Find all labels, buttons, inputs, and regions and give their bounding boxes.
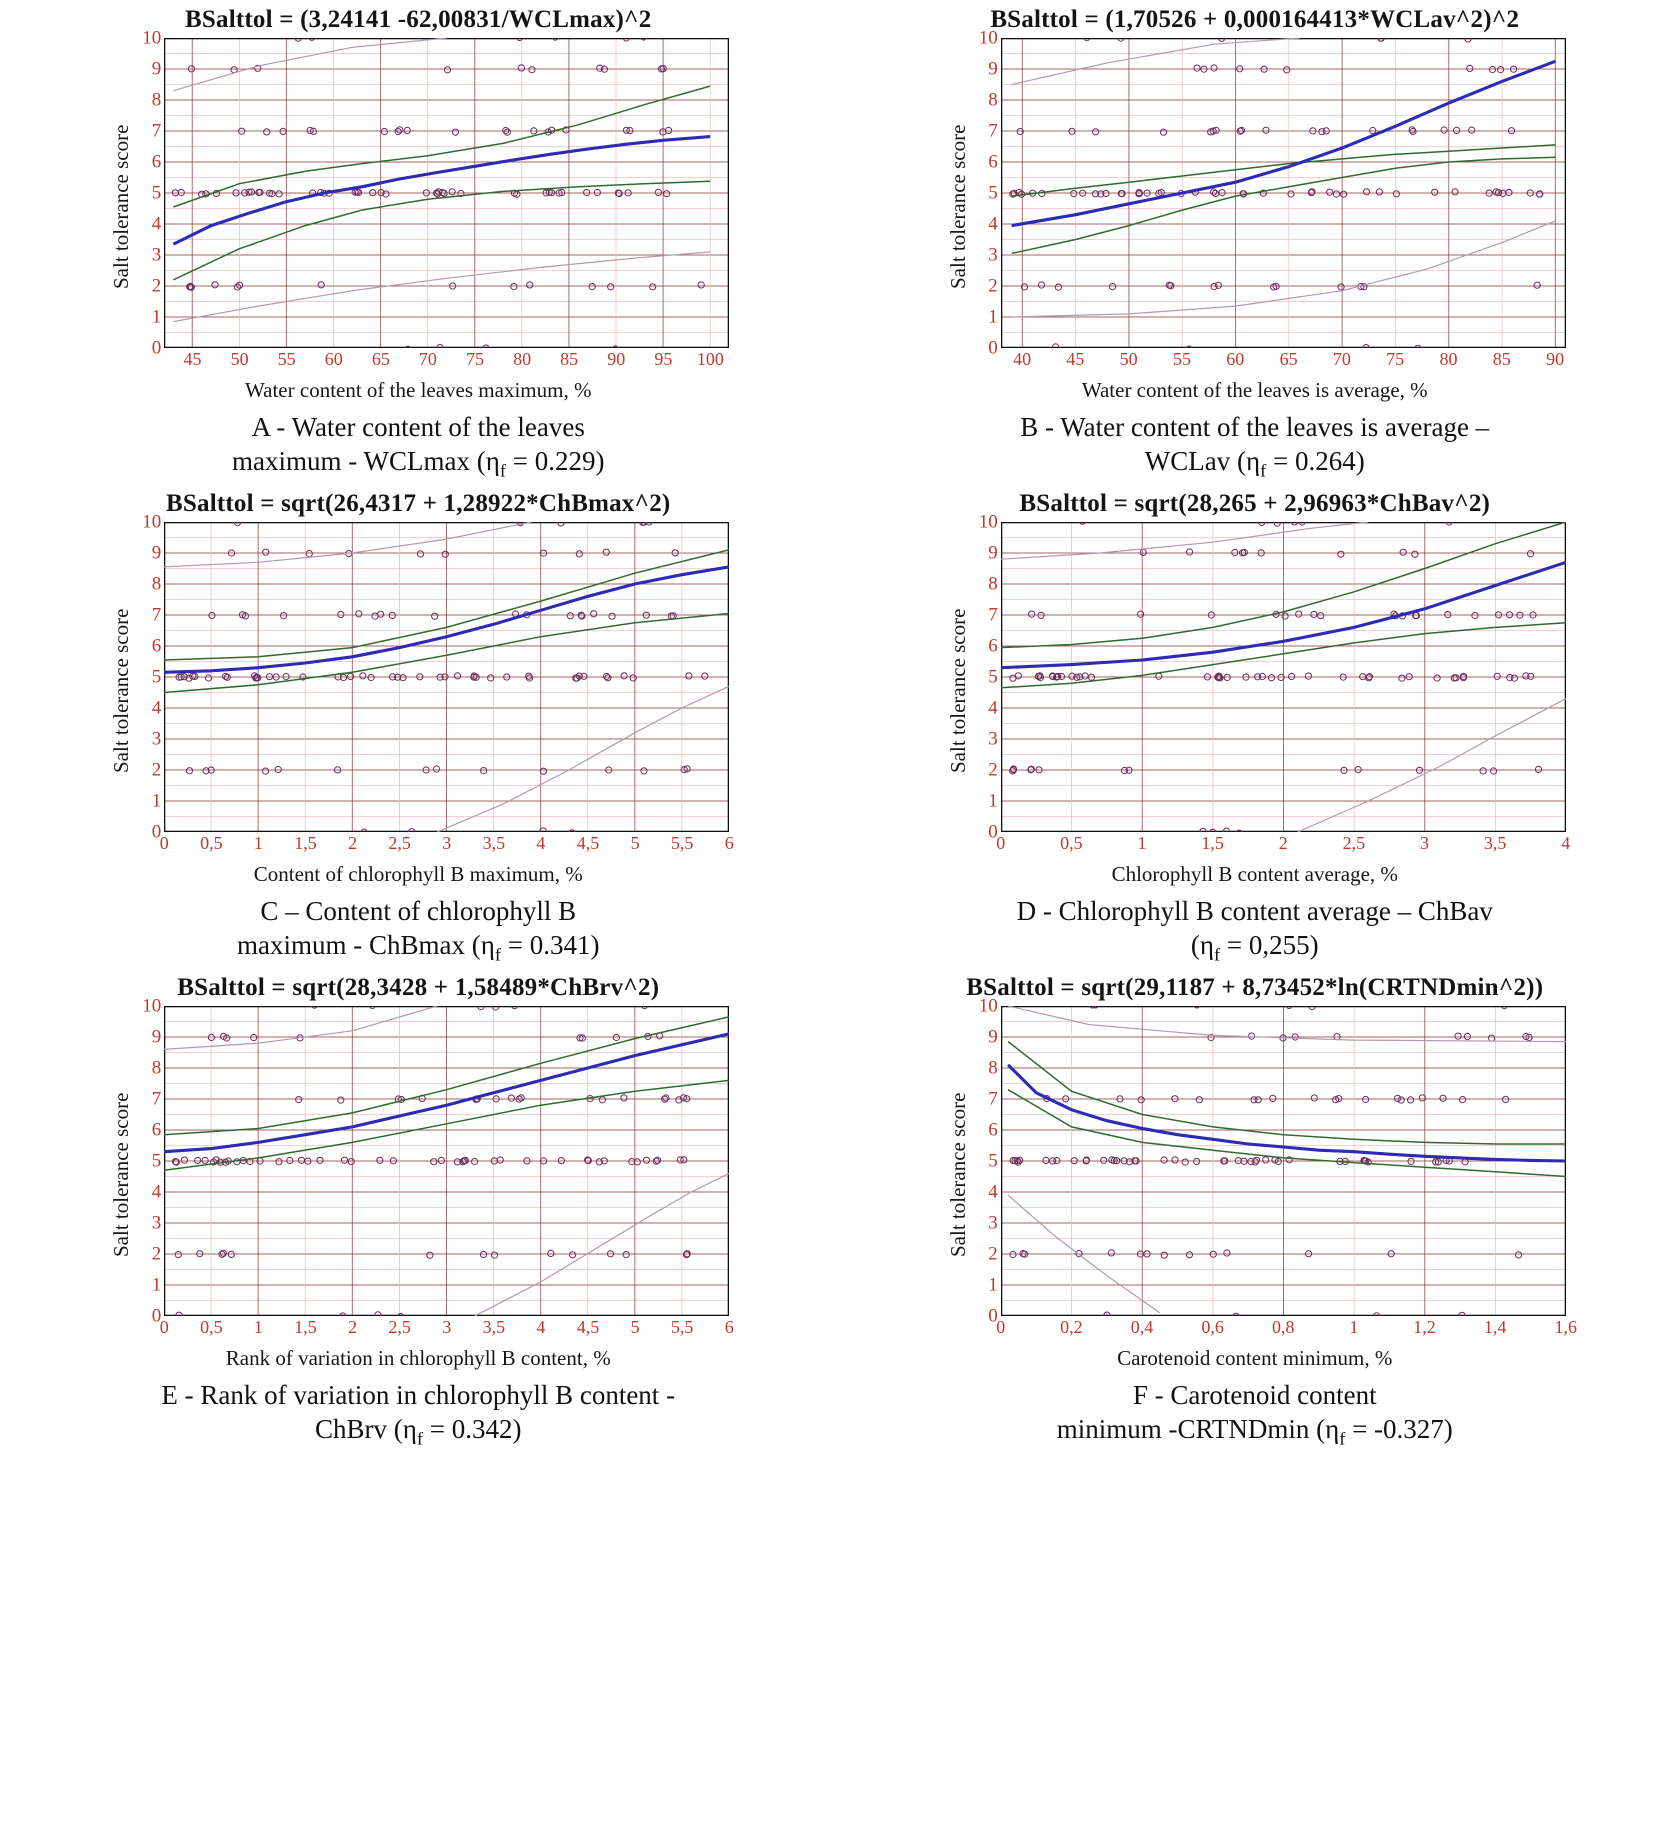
caption-e-line2-pre: ChBrv (η [315,1413,417,1444]
x-tick-label: 55 [1172,349,1191,369]
y-tick-label: 1 [151,1274,162,1296]
y-tick-label: 4 [151,697,162,719]
x-tick-label: 4,5 [576,1317,600,1338]
y-tick-label: 3 [988,244,998,266]
x-tick-label: 1,4 [1483,1317,1507,1338]
y-tick-label: 8 [988,573,998,595]
y-tick-label: 0 [988,821,998,843]
caption-a-line1: A - Water content of the leaves [251,412,585,442]
x-tick-label: 70 [1332,349,1351,369]
x-axis-label-b: Water content of the leaves is average, % [1081,378,1428,402]
caption-e-line2-post: = 0.342) [423,1413,522,1444]
x-tick-label: 0 [996,833,1006,854]
panel-b [837,0,1673,484]
panel-e [0,968,837,1371]
x-tick-label: 1 [253,1317,263,1338]
x-tick-label: 3,5 [482,833,506,854]
y-tick-label: 9 [988,1026,998,1048]
x-tick-label: 3 [442,833,452,854]
y-tick-label: 10 [142,511,162,533]
caption-e-line1: E - Rank of variation in chlorophyll B content - [161,1380,676,1411]
y-tick-label: 9 [988,58,998,80]
x-tick-label: 3,5 [1483,833,1507,854]
x-tick-label: 90 [607,349,626,369]
x-tick-label: 1,5 [1201,833,1224,854]
x-axis-label-d: Chlorophyll B content average, % [1111,862,1398,887]
caption-a-line2-post: = 0.229) [505,445,605,476]
y-tick-label: 8 [151,573,162,595]
y-tick-label: 1 [151,790,162,812]
y-tick-label: 4 [151,1181,162,1203]
x-tick-label: 60 [1226,349,1245,369]
x-tick-label: 0 [159,1317,169,1338]
y-axis-ticks-e [134,995,164,1327]
y-tick-label: 1 [988,306,998,328]
x-axis-ticks-e [159,1316,734,1344]
x-tick-label: 3 [1420,833,1429,854]
caption-wrap-e [0,1371,837,1452]
y-tick-label: 7 [151,1088,162,1110]
x-tick-label: 2 [348,1317,358,1338]
y-axis-label-e: Salt tolerance score [109,1092,134,1258]
x-tick-label: 4 [536,833,546,854]
y-tick-label: 7 [988,1088,998,1110]
x-tick-label: 5,5 [670,1317,694,1338]
y-tick-label: 7 [151,120,162,142]
equation-title-d: BSalttol = sqrt(28,265 + 2,96963*ChBav^2) [1019,490,1491,518]
y-axis-ticks-d [971,511,1001,843]
y-tick-label: 2 [151,759,162,781]
x-axis-ticks-d [996,832,1571,860]
caption-b-line2-post: = 0.264) [1266,445,1365,476]
y-axis-label-a: Salt tolerance score [109,124,134,290]
y-tick-label: 3 [988,1212,998,1234]
x-tick-label: 100 [696,349,724,369]
x-tick-label: 45 [183,349,202,369]
plot-area-b [944,27,1566,376]
x-tick-label: 3,5 [482,1317,506,1338]
y-axis-ticks-a [134,27,164,359]
y-tick-label: 3 [151,1212,162,1234]
x-tick-label: 2,5 [388,833,411,854]
x-tick-label: 6 [724,1317,734,1338]
caption-c-line1: C – Content of chlorophyll B [260,896,577,927]
x-tick-label: 4 [1561,833,1571,854]
panel-f [837,968,1673,1371]
x-tick-label: 0,2 [1060,1317,1083,1338]
caption-e-sub: f [416,1428,423,1449]
x-axis-label-f: Carotenoid content minimum, % [1117,1346,1393,1371]
y-tick-label: 6 [151,1119,162,1141]
plot-area-f [944,995,1577,1344]
caption-c [237,895,599,966]
x-tick-label: 0,4 [1130,1317,1154,1338]
caption-b-line1: B - Water content of the leaves is average – [1020,412,1490,442]
x-tick-label: 70 [418,349,437,369]
x-axis-ticks-b [1001,348,1566,376]
x-tick-label: 0,5 [200,833,223,854]
equation-title-a: BSalttol = (3,24141 -62,00831/WCLmax)^2 [185,6,652,33]
y-tick-label: 10 [978,511,998,533]
y-tick-label: 8 [988,1057,998,1079]
y-tick-label: 9 [151,542,162,564]
x-tick-label: 1 [1137,833,1147,854]
x-tick-label: 95 [654,349,673,369]
y-tick-label: 6 [988,1119,998,1141]
x-tick-label: 2 [348,833,358,854]
x-tick-label: 65 [1279,349,1298,369]
x-tick-label: 6 [724,833,734,854]
y-axis-label-f: Salt tolerance score [945,1092,970,1258]
y-tick-label: 2 [151,275,162,297]
y-tick-label: 2 [988,759,998,781]
x-tick-label: 75 [466,349,484,369]
equation-title-c: BSalttol = sqrt(26,4317 + 1,28922*ChBmax^2) [166,490,671,518]
plot-canvas-e [164,1006,729,1316]
y-tick-label: 5 [988,1150,998,1172]
y-tick-label: 7 [151,604,162,626]
y-tick-label: 6 [988,151,998,173]
x-tick-label: 65 [371,349,390,369]
caption-b-line2-pre: WCLav (η [1144,445,1261,476]
x-tick-label: 1,2 [1413,1317,1436,1338]
caption-f-line2-pre: minimum -CRTNDmin (η [1056,1413,1340,1444]
y-tick-label: 3 [151,728,162,750]
y-axis-ticks-b [971,27,1001,359]
caption-c-line2-pre: maximum - ChBmax (η [237,929,495,960]
plot-canvas-d [1001,522,1566,832]
y-tick-label: 0 [151,1305,162,1327]
caption-c-sub: f [494,944,501,965]
y-tick-label: 8 [151,89,162,111]
x-tick-label: 0,5 [200,1317,223,1338]
x-tick-label: 1,5 [294,1317,317,1338]
y-tick-label: 2 [151,1243,162,1265]
caption-f-sub: f [1339,1428,1346,1449]
plot-canvas-a [164,38,729,348]
x-tick-label: 2 [1278,833,1288,854]
caption-b [1020,411,1489,482]
x-axis-label-c: Content of chlorophyll B maximum, % [253,862,583,887]
y-tick-label: 10 [142,27,162,49]
y-axis-label-b: Salt tolerance score [945,124,970,290]
x-tick-label: 0 [996,1317,1006,1338]
plot-area-c [107,511,734,860]
caption-c-line2-post: = 0.341) [501,929,600,960]
y-tick-label: 0 [988,1305,998,1327]
caption-e [161,1379,675,1450]
plot-canvas-f [1001,1006,1566,1316]
x-axis-ticks-c [159,832,734,860]
equation-title-b: BSalttol = (1,70526 + 0,000164413*WCLav^2)^2 [990,6,1520,33]
y-tick-label: 5 [151,182,162,204]
x-tick-label: 85 [560,349,579,369]
y-tick-label: 0 [151,821,162,843]
caption-f-line2-post: = -0.327) [1345,1413,1453,1444]
caption-d-line1: D - Chlorophyll B content average – ChBav [1016,896,1493,927]
y-tick-label: 8 [151,1057,162,1079]
equation-title-f: BSalttol = sqrt(29,1187 + 8,73452*ln(CRTNDmin^2)) [966,974,1544,1002]
x-tick-label: 75 [1386,349,1405,369]
x-tick-label: 0 [159,833,169,854]
x-tick-label: 1 [253,833,263,854]
x-tick-label: 0,8 [1272,1317,1295,1338]
x-tick-label: 50 [1119,349,1138,369]
y-tick-label: 3 [988,728,998,750]
y-tick-label: 1 [988,1274,998,1296]
x-tick-label: 2,5 [1342,833,1366,854]
y-tick-label: 1 [151,306,162,328]
x-tick-label: 45 [1066,349,1085,369]
y-tick-label: 7 [988,120,998,142]
equation-title-e: BSalttol = sqrt(28,3428 + 1,58489*ChBrv^2) [177,974,660,1002]
caption-a-sub: f [499,460,506,481]
y-axis-label-c: Salt tolerance score [109,608,134,774]
y-axis-ticks-f [971,995,1001,1327]
y-tick-label: 10 [142,995,162,1017]
x-tick-label: 90 [1546,349,1565,369]
x-tick-label: 5 [630,1317,640,1338]
caption-wrap-f [837,1371,1673,1452]
y-tick-label: 9 [151,58,162,80]
caption-f-line1: F - Carotenoid content [1132,1380,1377,1411]
y-tick-label: 9 [988,542,998,564]
x-tick-label: 80 [513,349,532,369]
x-tick-label: 55 [277,349,296,369]
caption-d [1017,895,1493,966]
caption-b-sub: f [1260,460,1267,481]
caption-a-line2-pre: maximum - WCLmax (η [232,445,500,476]
y-tick-label: 5 [988,182,998,204]
x-tick-label: 1 [1349,1317,1359,1338]
y-tick-label: 7 [988,604,998,626]
panel-a [0,0,837,484]
x-tick-label: 0,5 [1060,833,1083,854]
x-tick-label: 1,5 [294,833,317,854]
plot-area-e [107,995,734,1344]
x-tick-label: 50 [230,349,249,369]
y-tick-label: 8 [988,89,998,111]
x-tick-label: 40 [1013,349,1032,369]
y-axis-label-d: Salt tolerance score [945,608,970,774]
plot-area-d [944,511,1571,860]
x-tick-label: 0,6 [1201,1317,1224,1338]
y-tick-label: 2 [988,1243,998,1265]
panel-d [837,484,1673,968]
y-tick-label: 6 [988,635,998,657]
y-tick-label: 4 [151,213,162,235]
x-tick-label: 60 [324,349,343,369]
caption-d-line2-pre: (η [1190,929,1215,960]
x-tick-label: 80 [1439,349,1458,369]
plot-canvas-b [1001,38,1566,348]
x-axis-ticks-f [996,1316,1577,1344]
y-tick-label: 0 [988,337,998,359]
caption-a [232,411,604,482]
y-tick-label: 1 [988,790,998,812]
y-tick-label: 9 [151,1026,162,1048]
x-axis-label-e: Rank of variation in chlorophyll B content, % [225,1346,611,1371]
y-tick-label: 6 [151,635,162,657]
x-axis-label-a: Water content of the leaves maximum, % [245,378,592,402]
y-axis-ticks-c [134,511,164,843]
x-tick-label: 3 [442,1317,452,1338]
x-tick-label: 85 [1492,349,1511,369]
x-tick-label: 4 [536,1317,546,1338]
y-tick-label: 0 [151,337,162,359]
y-tick-label: 4 [988,1181,998,1203]
y-tick-label: 5 [151,1150,162,1172]
y-tick-label: 3 [151,244,162,266]
caption-f [1057,1379,1453,1450]
y-tick-label: 5 [151,666,162,688]
y-tick-label: 10 [978,995,998,1017]
caption-d-line2-post: = 0,255) [1220,929,1319,960]
x-tick-label: 2,5 [388,1317,411,1338]
y-tick-label: 4 [988,213,998,235]
y-tick-label: 5 [988,666,998,688]
y-tick-label: 2 [988,275,998,297]
plot-canvas-c [164,522,729,832]
y-tick-label: 4 [988,697,998,719]
x-tick-label: 1,6 [1554,1317,1577,1338]
x-tick-label: 5 [630,833,640,854]
y-tick-label: 6 [151,151,162,173]
x-axis-ticks-a [164,348,729,376]
y-tick-label: 10 [978,27,998,49]
x-tick-label: 5,5 [670,833,694,854]
x-tick-label: 4,5 [576,833,600,854]
caption-d-sub: f [1214,944,1221,965]
panel-c [0,484,837,968]
plot-area-a [107,27,729,376]
